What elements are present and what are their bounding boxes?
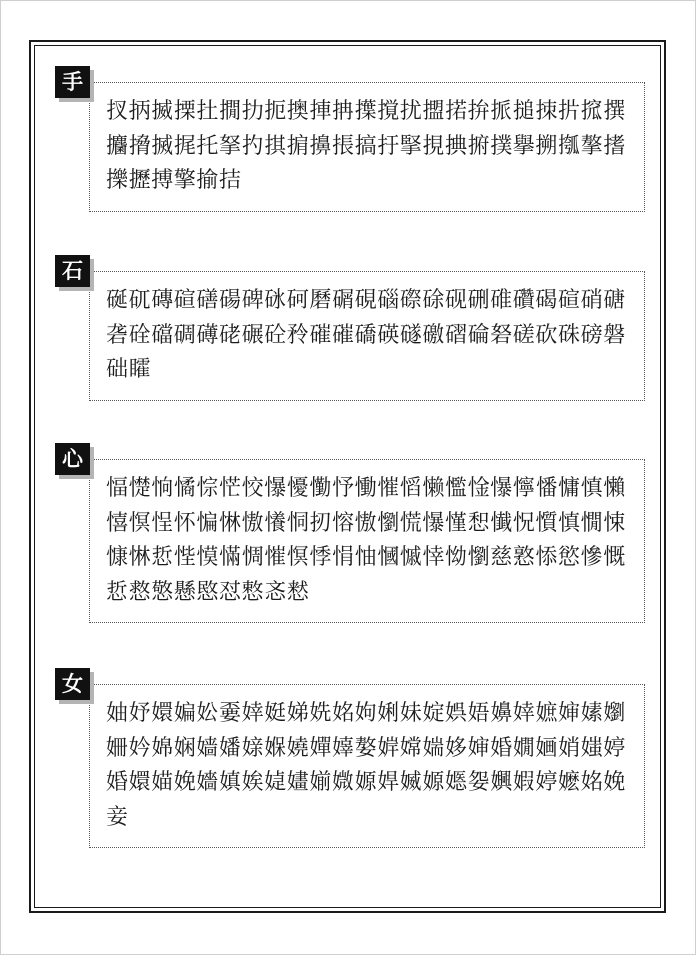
character-box (89, 82, 645, 212)
character-list: 妯妤嬛媥妐嫑婞娗娣姺姳姁娳妹婝娯娪嬶婞嫬婶嫊嬼姍妗婂娴嫱嬏媇媬嬈嬋嫴嫯婩嫦媏姼婶婚嫺婳娋媸婷婚嬛媌娩嬙嫃娭媫嫿媊媺嫄娨媙嫄嫕妴嬹婽婷嬷姳娩妾 (106, 701, 626, 830)
character-list: 扠抦揻搮扗撊扐扼擙捙抩擛撹扰擝掿拚挀搥拺扸搲撰攟搚搣捤托拏扚掑掮擤掁搞扜掔挸捵捬撲擧搠摦摮搘擽攊搏擎揄拮 (106, 99, 626, 193)
character-box (89, 271, 645, 401)
character-box (89, 459, 645, 623)
character-box (89, 684, 645, 848)
character-list: 愊憷恦憰悰恾恔懪懮懄忬慟慛慆懒懢惍懪懧憣慵慎懶憘慏悜怀惼惏慠懩恫扨愹慠懰慌懪慬惒懴怳懫慎憪悚慷惏悊悂慔慲惆慛慏悸悁怞慖慽悻怮懰慈憝悿慾慘慨悊慦憼懸愍怼慗忞慭 (106, 476, 626, 605)
radical-badge: 心 (55, 443, 90, 475)
radical-badge: 手 (55, 66, 90, 98)
radical-badge: 石 (55, 255, 90, 287)
character-list: 硟矹磚碹磰碭碑砯砢磿碿硯碯磜硢砚硎碓礸碣碹硝磄砻硂礑碉礡硓碾砼矝磪磪礄碤礈礉磖碖砮磋砍硃磅磐础矐 (106, 288, 626, 382)
radical-badge: 女 (55, 668, 90, 700)
